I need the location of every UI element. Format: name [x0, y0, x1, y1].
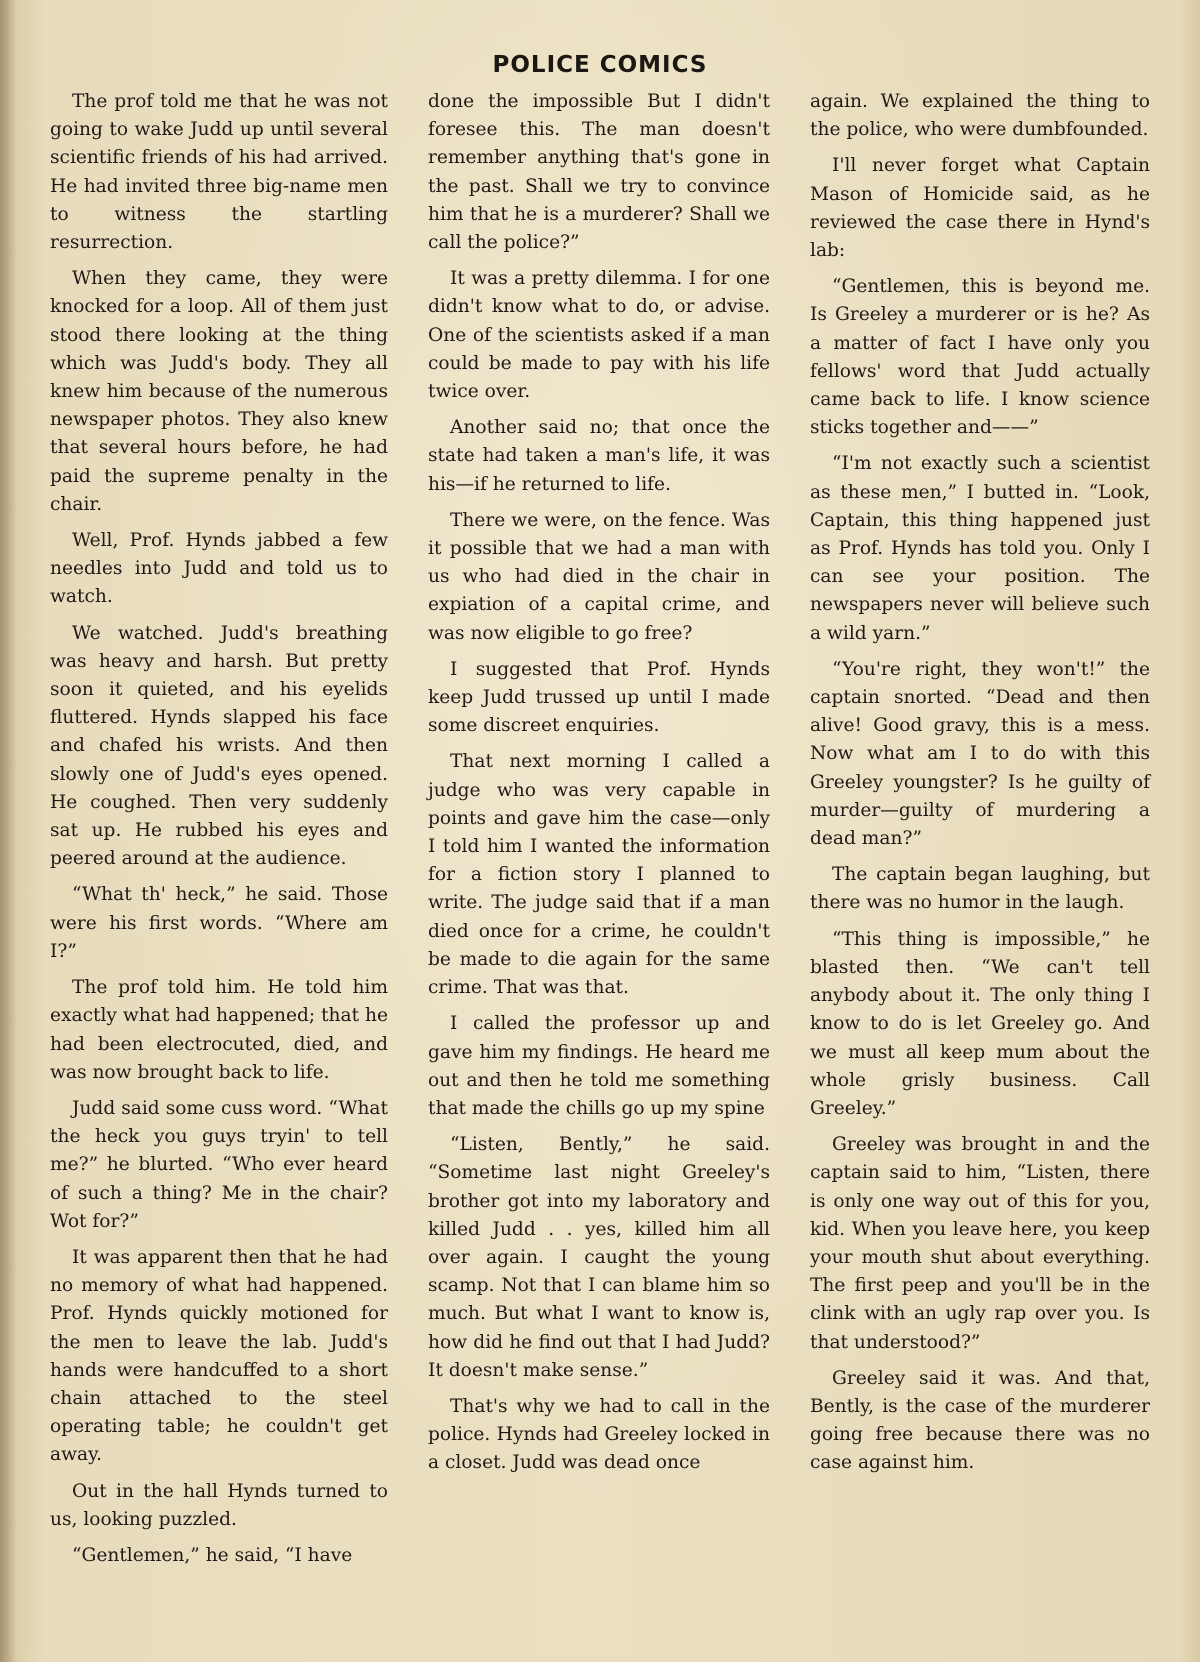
- paragraph: “Gentlemen,” he said, “I have: [72, 1544, 353, 1566]
- paragraph: I'll never forget what Captain Mason of Homicide said, as he reviewed the case there in Hynd's lab:: [810, 155, 1150, 262]
- paragraph: The prof told me that he was not going to wake Judd up until several scientific friends of his had arrived. He had invited three big-name men to witness the startling resurrection.: [50, 91, 388, 254]
- paragraph: again. We explained the thing to the police, who were dumbfounded.: [810, 91, 1150, 141]
- paragraph: “What th' heck,” he said. Those were his first words. “Where am I?”: [50, 884, 388, 962]
- paragraph: done the impossible But I didn't foresee this. The man doesn't remember anything that's gone in the past. Shall we try to convince him that he is a murderer? Shall we call the police?”: [428, 91, 770, 254]
- paragraph: “Listen, Bently,” he said. “Sometime last night Greeley's brother got into my laboratory and killed Judd . . yes, killed him all over again. I caught the young scamp. Not that I can blame him so much. But what I want to know is, how did he find out that I had Judd? It doesn't make sense.”: [428, 1134, 770, 1381]
- page-header-title: POLICE COMICS: [492, 52, 708, 78]
- paragraph: I called the professor up and gave him my findings. He heard me out and then he told me something that made the chills go up my spine: [428, 1013, 770, 1119]
- text-column-3: [810, 88, 1150, 1486]
- paragraph: It was a pretty dilemma. I for one didn't know what to do, or advise. One of the scientists asked if a man could be made to pay with his life twice over.: [428, 268, 770, 403]
- text-column-2: [428, 88, 770, 1486]
- paragraph: That's why we had to call in the police. Hynds had Greeley locked in a closet. Judd was dead once: [428, 1395, 770, 1474]
- paragraph: “This thing is impossible,” he blasted then. “We can't tell anybody about it. The only thing I know to do is let Greeley go. And we must all keep mum about the whole grisly business. Call Greeley.”: [810, 928, 1150, 1119]
- paragraph: The captain began laughing, but there was no humor in the laugh.: [810, 864, 1150, 914]
- paragraph: That next morning I called a judge who was very capable in points and gave him the case—only I told him I wanted the information for a fiction story I planned to write. The judge said that if a man died once for a crime, he couldn't be made to die again for the same crime. That was that.: [428, 751, 770, 999]
- text-column-1: [50, 88, 388, 1578]
- paragraph: Another said no; that once the state had taken a man's life, it was his—if he returned to life.: [428, 417, 770, 495]
- paragraph: “Gentlemen, this is beyond me. Is Greeley a murderer or is he? As a matter of fact I have only you fellows' word that Judd actually came back to life. I know science sticks together and——”: [810, 276, 1150, 439]
- paragraph: I suggested that Prof. Hynds keep Judd trussed up until I made some discreet enquiries.: [428, 658, 770, 737]
- paragraph: There we were, on the fence. Was it possible that we had a man with us who had died in the chair in expiation of a capital crime, and was now eligible to go free?: [428, 509, 770, 644]
- paragraph: We watched. Judd's breathing was heavy and harsh. But pretty soon it quieted, and his eyelids fluttered. Hynds slapped his face and chafed his wrists. And then slowly one of Judd's eyes opened. He coughed. Then very suddenly sat up. He rubbed his eyes and peered around at the audience.: [50, 622, 388, 870]
- paragraph: When they came, they were knocked for a loop. All of them just stood there looking at the thing which was Judd's body. They all knew him because of the numerous newspaper photos. They also knew that several hours before, he had paid the supreme penalty in the chair.: [50, 268, 388, 515]
- paragraph: Judd said some cuss word. “What the heck you guys tryin' to tell me?” he blurted. “Who ever heard of such a thing? Me in the chair? Wot for?”: [50, 1097, 388, 1232]
- binding-shadow: [0, 0, 16, 1662]
- paragraph: Out in the hall Hynds turned to us, looking puzzled.: [50, 1480, 388, 1530]
- paragraph: The prof told him. He told him exactly what had happened; that he had been electrocuted, died, and was now brought back to life.: [50, 977, 388, 1083]
- paragraph: Well, Prof. Hynds jabbed a few needles into Judd and told us to watch.: [50, 530, 388, 608]
- paragraph: It was apparent then that he had no memory of what had happened. Prof. Hynds quickly motioned for the men to leave the lab. Judd's hands were handcuffed to a short chain attached to the steel operating table; he couldn't get away.: [50, 1246, 388, 1466]
- paragraph: Greeley said it was. And that, Bently, is the case of the murderer going free because there was no case against him.: [810, 1367, 1150, 1474]
- paragraph: “I'm not exactly such a scientist as these men,” I butted in. “Look, Captain, this thing happened just as Prof. Hynds has told you. Only I can see your position. The newspapers never will believe such a wild yarn.”: [810, 453, 1150, 644]
- paragraph: Greeley was brought in and the captain said to him, “Listen, there is only one way out of this for you, kid. When you leave here, you keep your mouth shut about everything. The first peep and you'll be in the clink with an ugly rap over you. Is that understood?”: [810, 1134, 1150, 1353]
- paragraph: “You're right, they won't!” the captain snorted. “Dead and then alive! Good gravy, this is a mess. Now what am I to do with this Greeley youngster? Is he guilty of murder—guilty of murdering a dead man?”: [810, 658, 1150, 850]
